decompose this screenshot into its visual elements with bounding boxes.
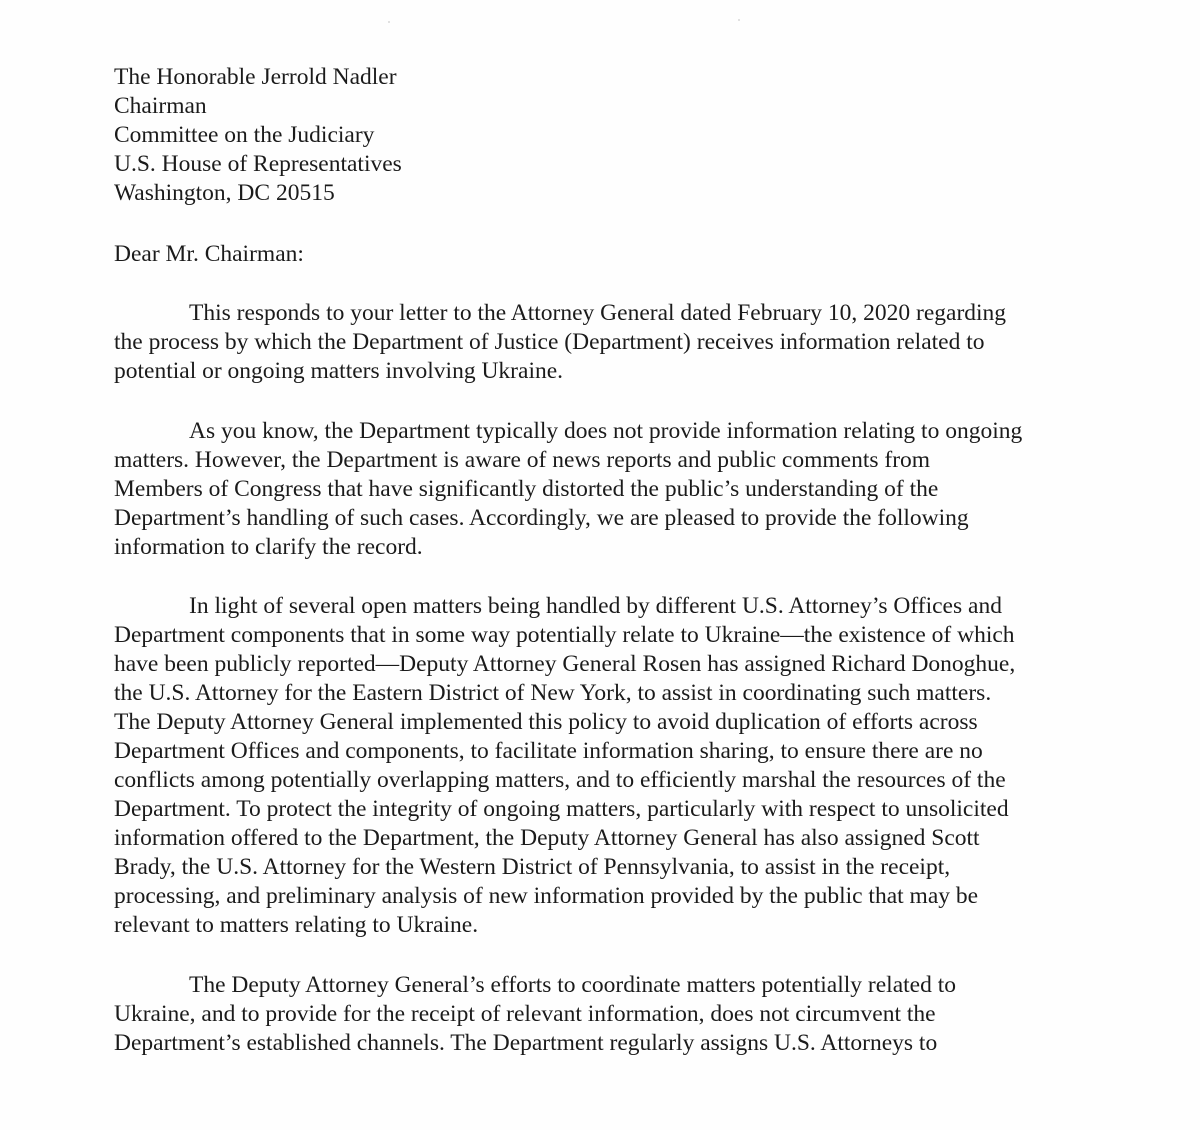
paragraph-line: Ukraine, and to provide for the receipt of relevant information, does not circumvent the (114, 1001, 936, 1027)
address-line: Washington, DC 20515 (114, 180, 335, 206)
paragraph-line: In light of several open matters being handled by different U.S. Attorney’s Offices and (189, 593, 1002, 619)
paragraph-2 (114, 417, 1114, 562)
scan-speck (388, 21, 390, 23)
paragraph-line: processing, and preliminary analysis of new information provided by the public that may be (114, 883, 979, 909)
paragraph-line: Department Offices and components, to facilitate information sharing, to ensure there are no (114, 738, 983, 764)
paragraph-line: conflicts among potentially overlapping matters, and to efficiently marshal the resources of the (114, 767, 1006, 793)
paragraph-line: Department’s established channels. The Department regularly assigns U.S. Attorneys to (114, 1030, 938, 1056)
paragraph-line: information offered to the Department, the Deputy Attorney General has also assigned Scott (114, 825, 980, 851)
paragraph-line: Department. To protect the integrity of ongoing matters, particularly with respect to unsolicited (114, 796, 1009, 822)
salutation: Dear Mr. Chairman: (114, 241, 304, 267)
paragraph-line: Members of Congress that have significantly distorted the public’s understanding of the (114, 476, 939, 502)
recipient-address (114, 63, 402, 208)
paragraph-line: This responds to your letter to the Attorney General dated February 10, 2020 regarding (189, 300, 1007, 326)
paragraph-line: the U.S. Attorney for the Eastern District of New York, to assist in coordinating such matters. (114, 680, 992, 706)
paragraph-line: information to clarify the record. (114, 534, 423, 560)
paragraph-line: Department components that in some way potentially relate to Ukraine—the existence of which (114, 622, 1015, 648)
paragraph-line: The Deputy Attorney General’s efforts to coordinate matters potentially related to (189, 972, 956, 998)
paragraph-line: have been publicly reported—Deputy Attorney General Rosen has assigned Richard Donoghue, (114, 651, 1016, 677)
paragraph-3 (114, 592, 1114, 940)
paragraph-line: Department’s handling of such cases. Accordingly, we are pleased to provide the following (114, 505, 969, 531)
scan-speck (738, 19, 740, 21)
paragraph-line: The Deputy Attorney General implemented this policy to avoid duplication of efforts across (114, 709, 978, 735)
paragraph-line: matters. However, the Department is aware of news reports and public comments from (114, 447, 931, 473)
paragraph-line: the process by which the Department of Justice (Department) receives information related to (114, 329, 985, 355)
paragraph-4 (114, 971, 1114, 1058)
paragraph-line: As you know, the Department typically does not provide information relating to ongoing (189, 418, 1023, 444)
address-line: Chairman (114, 93, 207, 119)
address-line: Committee on the Judiciary (114, 122, 375, 148)
paragraph-line: Brady, the U.S. Attorney for the Western District of Pennsylvania, to assist in the receipt, (114, 854, 951, 880)
paragraph-line: relevant to matters relating to Ukraine. (114, 912, 479, 938)
paragraph-line: potential or ongoing matters involving Ukraine. (114, 358, 564, 384)
address-line: U.S. House of Representatives (114, 151, 402, 177)
address-line: The Honorable Jerrold Nadler (114, 64, 397, 90)
paragraph-1 (114, 299, 1114, 386)
